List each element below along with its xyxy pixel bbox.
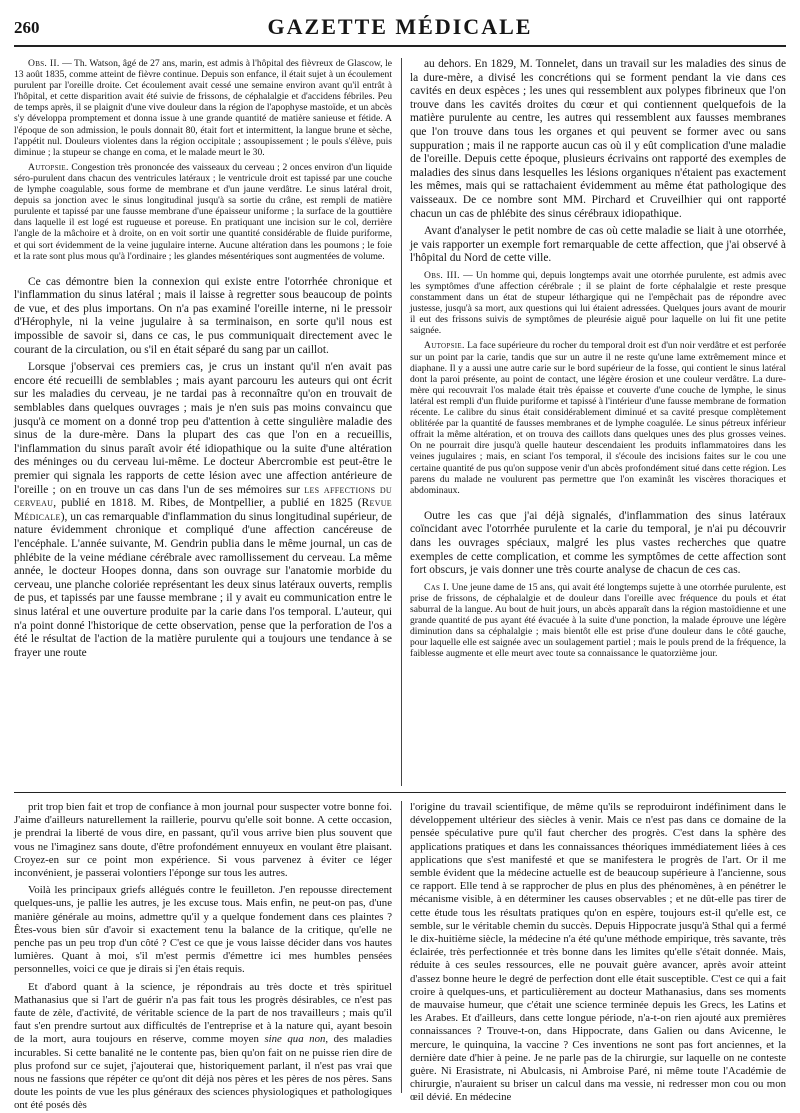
journal-title: GAZETTE MÉDICALE (267, 14, 533, 39)
observation-2 (14, 58, 392, 158)
summary-block (410, 510, 786, 578)
feuilleton-column-divider (401, 801, 402, 1093)
feuilleton-left-column (14, 801, 392, 1112)
cited-journal-title: Revue Médicale (14, 497, 392, 523)
autopsy-2 (14, 162, 392, 262)
transition-paragraph: Avant d'analyser le petit nombre de cas où cette maladie se liait à une otorrhée, je vais rapporter un exemple fort remarquable de cette affection, que j'ai observé à l'hôpital du Nord de cette ville. (410, 225, 786, 265)
cited-work-title: les affections du cerveau (14, 483, 392, 510)
feuilleton-paragraph-3 (14, 981, 392, 1113)
observation-3-text: — Un homme qui, depuis longtemps avait une otorrhée purulente, est admis avec les symptômes d'une affection cérébrale ; il se plaint de forte céphalalgie et reste presque constamment dans un état de stupeur léthargique qui ne l'empêchait pas de répondre avec justesse, jusqu'à sa mort, aux questions qui lui étaient adressées. Quelques jours avant de mourir il eut des frissons suivis de symptômes de pleurésie aiguë pour laquelle on lui fit une petite saignée. (410, 269, 786, 337)
case-1 (410, 582, 786, 660)
autopsy-2-text: Congestion très prononcée des vaisseaux du cerveau ; 2 onces environ d'un liquide séro-purulent dans chacun des ventricules latéraux ; le ventricule droit est tapissé par une couche de lymphe coagulable, sous forme de membrane et d'un jaune verdâtre. Le sinus latéral droit, depuis sa jonction avec le sinus longitudinal jusqu'à sa sortie du crâne, est rempli de matière purulente et tapissé par une fausse membrane d'une épaisseur uniforme ; la surface de la gouttière dans laquelle il est logé est rugueuse et poreuse. En pratiquant une incision sur le col, derrière l'angle de la mâchoire et à droite, on en voit sortir une quantité considérable de fluide puriforme, et qui sort évidemment de la veine jugulaire interne. Aucune altération dans les poumons ; le foie et la rate sont plus mous qu'à l'ordinaire ; les glandes mésentériques sont augmentées de volume. (14, 161, 392, 262)
autopsy-2-label: Autopsie. (28, 161, 69, 173)
feuilleton-right-column (410, 801, 786, 1104)
history-paragraph: au dehors. En 1829, M. Tonnelet, dans un travail sur les maladies des sinus de la dure-mère, a divisé les concrétions qui se forment pendant la vie dans ces cavités en deux espèces ; les unes qui ressemblent aux polypes fibrineux que l'on trouve dans les cavités droites du cœur et qui contiennent quelquefois de la matière purulente au centre, les autres qui ressemblent aux fausses membranes que l'on trouve dans tous les organes et qui peuvent se former avec ou sans suppuration ; mais il ne rapporte aucun cas où il y eût complication d'une maladie de l'oreille. Depuis cette époque, plusieurs écrivains ont rapporté des exemples de maladies des sinus dans lesquelles les lésions organiques n'étaient pas exactement les mêmes, mais qui se rattachaient évidemment au même état pathologique des vaisseaux. De ce nombre sont MM. Pirchard et Cruveilhier qui ont rapporté chacun un cas de phlébite des sinus cérébraux idiopathique. (410, 58, 786, 220)
discussion-paragraph-2-part-a: Lorsque j'observai ces premiers cas, je crus un instant qu'il n'en avait pas encore été recueilli de semblables ; mais ayant parcouru les auteurs qui ont écrit sur les maladies du cerveau, je ne tardai pas à reconnaître qu'on en trouvait de semblables dans quelques ouvrages ; mais je n'en suis pas moins convaincu que jusqu'à ce moment on a donné trop peu d'attention à cette singulière maladie des sinus de la dure-mère. Dans la plupart des cas que l'on en a recueillis, l'inflammation du sinus paraît avoir été idiopathique ou la suite d'une altération des méninges ou du cerveau lui-même. Le docteur Abercrombie est peut-être le premier qui signala les rapports de cette lésion avec une affection antérieure de l'oreille ; on en trouve un cas dans l'un de ses mémoires sur (14, 361, 392, 496)
feuilleton-paragraph-4: l'origine du travail scientifique, de même qu'ils se reproduiront indéfiniment dans le développement ultérieur des siècles à venir. Mais ce n'est pas dans ce domaine de la pensée spéculative pure qu'il faut chercher des progrès. C'est dans la sphère des applications pratiques et dans les connaissances théoriques immédiatement liées à ces applications que s'est manifesté et que se manifestera le progrès de l'art. Or il me semble évident que la médecine actuelle est de beaucoup supérieure à l'ancienne, sous ce rapport. Elle tend à se rapprocher de plus en plus des phénomènes, à en pénétrer le mécanisme visible, à en déterminer les causes observables ; et ne dût-elle pas tirer de cette étude tous les résultats pratiques qu'on en espère, toujours est-il qu'elle est, ce semble, sur le véritable chemin du succès. Depuis Hippocrate jusqu'à Sthal qui a fermé le dix-huitième siècle, la médecine n'a été qu'une méthode empirique, très savante, très éclairée, très perfectionnée et très bonne dans les limites qu'elle s'était donnée. Mais, réduite à ces seules ressources, elle ne pouvait guère avancer, après avoir atteint d'assez bonne heure le degré de perfection dont elle était susceptible. C'est ce qui a fait croire à quelques-uns, et particulièrement au docteur Mathanasius, dans ses moments de mauvaise humeur, que c'était une science terminée depuis les Grecs, les Latins et les Arabes. Et d'ailleurs, dans cette longue période, n'a-t-on rien ajouté aux premières connaissances ? Trouve-t-on, dans Hippocrate, dans Galien ou dans Avicenne, le mercure, le quinquina, la vaccine ? Ces inventions ne sont pas fort anciennes, et la dernière date d'hier à peine. Je ne parle pas de la chirurgie, sur laquelle on ne conteste guère. Ni Erasistrate, ni Abulcasis, ni Ambroise Paré, ni même toute l'Académie de chirurgie, n'auraient su briser un calcul dans ma vessie, ni redresser mon cou ou mon œil dévié. En médecine (410, 801, 786, 1104)
discussion-paragraph-1: Ce cas démontre bien la connexion qui existe entre l'otorrhée chronique et l'inflammation du sinus latéral ; mais il laisse à regretter sous beaucoup de points de vue, et des plus importans. On n'a pas examiné l'oreille interne, ni le pressoir d'Hérophyle, ni la veine jugulaire à sa terminaison, en sorte qu'il nous est impossible de savoir si, dans ce cas, le pus communiquait directement avec le courant de la circulation, ou s'il en était séparé du sang par un caillot. (14, 275, 392, 356)
header-rule (14, 45, 786, 47)
autopsy-3-text: La face supérieure du rocher du temporal droit est d'un noir verdâtre et est perforée sur un point par la carie, tandis que sur un autre il ne reste qu'une lame extrêmement mince et diaphane. Il y a aussi une autre carie sur le bord supérieur de la fosse, qui contient le sinus latéral dont la paroi présente, au point de contact, une légère érosion et une couleur verdâtre. La dure-mère qui recouvrait l'os malade était très épaisse et couverte d'une couche de lymphe, le sinus latéral est rempli d'un fluide puriforme et tapissé à l'intérieur d'une fausse membrane de formation récente. Le calibre du sinus était considérablement diminué et sa cavité presque complètement oblitérée par la quantité de fausses membranes et de lymphe coagulée. Le sinus pétreux inférieur offrait la même altération, et on trouva des caillots dans quelques unes des plus grosses veines. On ne pourrait dire jusqu'à quelle hauteur descendaient les produits inflammatoires dans les veines jugulaires ; mais, en sciant l'os temporal, il s'écoule des incisions faites sur le cou une certaine quantité de pus qu'on suppose venir d'un abcès profondément situé dans cette région. Les parens du malade ne voulurent pas permettre que l'on examinât les viscères thoraciques et abdominaux. (410, 340, 787, 496)
page-header (14, 14, 786, 44)
discussion-paragraph-2-part-b: , publié en 1818. M. Ribes, de Montpellier, a publié en 1825 ( (53, 497, 362, 510)
case-1-text: Une jeune dame de 15 ans, qui avait été longtemps sujette à une otorrhée purulente, est prise de frissons, de céphalalgie et de douleur dans l'oreille avec fréquence du pouls et état saburral de la langue. Au bout de huit jours, un abcès apparaît dans la région mastoïdienne et une grande quantité de pus ayant été évacuée à la suite d'une ponction, la malade éprouve une légère diminution dans sa céphalalgie ; mais bientôt elle est prise d'une douleur dans le côté gauche, pour laquelle elle est saignée avec un soulagement partiel ; mais le pouls prend de la fréquence, la faiblesse augmente et elle meurt avec toute sa connaissance le quatorzième jour. (410, 581, 787, 660)
article-right-column (410, 58, 786, 786)
page-number: 260 (14, 18, 40, 37)
feuilleton-paragraph-3-part-b: , des maladies incurables. Si cette banalité ne le contente pas, bien qu'on fait on ne puisse rien dire de plus profond sur ce sujet, j'ajouterai que, historiquement parlant, il n'est pas vrai que nous ne fassions que répéter ce qu'ont dit déjà nos pères et les pères de nos pères. Sans doute les points de vue les plus généraux des sciences physiologiques et pathologiques ont été posés dès (14, 1033, 392, 1112)
history-block (410, 58, 786, 266)
observation-2-label: Obs. II. (28, 58, 60, 69)
observation-3-label: Obs. III. (424, 269, 460, 281)
article-left-column (14, 58, 392, 786)
observation-2-block (14, 58, 392, 262)
feuilleton-paragraph-3-part-a: Et d'abord quant à la science, je répondrais au très docte et très spirituel Mathanasius que si l'art de guérir n'a pas fait tous les progrès désirables, ce n'est pas faute de zèle, d'activité, de véritable science de la part de nos travailleurs ; mais qu'il faut s'en prendre surtout aux difficultés de l'entreprise et à la nature qui, ayant besoin de la mort, aura toujours en réserve, comme moyen (14, 980, 392, 1046)
feuilleton-rule (14, 792, 786, 793)
case-1-block (410, 582, 786, 660)
observation-2-text: — Th. Watson, âgé de 27 ans, marin, est admis à l'hôpital des fièvreux de Glascow, le 13 août 1835, comme atteint de fièvre continue. Depuis son enfance, il était sujet à un écoulement purulent par l'oreille droite. Cet écoulement avait cessé une semaine environ avant qu'il entrât à l'hôpital, et cette disparition avait été suivie de frissons, de céphalalgie et d'accidens fébriles. Peu de temps après, il se plaignit d'une vive douleur dans la région de l'apophyse mastoïde, et un abcès s'y développa promptement et donna issue à une grande quantité de matière sanieuse et fétide. A l'époque de son admission, le pouls donnait 80, était fort et intermittent, la langue brune et sèche, l'appétit nul. Douleurs violentes dans la région occipitale ; assoupissement ; le pouls s'élève, puis diminue ; la stupeur se change en coma, et le malade meurt le 30. (14, 58, 392, 158)
feuilleton-paragraph-2: Voilà les principaux griefs allégués contre le feuilleton. J'en repousse directement quelques-uns, je pallie les autres, je les excuse tous. Mais enfin, ne peut-on pas, d'une manière générale au moins, admettre qu'il y a quelque fondement dans ces plaintes ? Êtes-vous bien sûr d'avoir si exactement tenu la balance de la critique, qu'elle ne penche pas un peu trop d'un côté ? C'est ce que je vous laisse décider dans vos hautes lumières. Quant à moi, s'il m'est permis d'émettre ici mes humbles pensées personnelles, voici ce que je dirais si j'en étais requis. (14, 884, 392, 976)
column-divider (401, 58, 402, 786)
observation-3-block (410, 270, 786, 496)
feuilleton-paragraph-1: prit trop bien fait et trop de confiance à mon journal pour suspecter votre bonne foi. J'aime d'ailleurs naturellement la raillerie, pourvu qu'elle soit bonne. A cette occasion, je prendrai la liberté de vous dire, en passant, qu'il vous arrive bien plus souvent que vous ne l'imaginez sans doute, d'être profondément ennuyeux en voulant être plaisant. Croyez-en sur ce point mon expérience. Si vous parvenez à éviter ce léger inconvénient, je passerai volontiers l'éponge sur tous les autres. (14, 801, 392, 880)
observation-3 (410, 270, 786, 337)
case-1-label: Cas I. (424, 581, 450, 593)
summary-paragraph: Outre les cas que j'ai déjà signalés, d'inflammation des sinus latéraux coïncidant avec l'otorrhée purulente et la carie du temporal, je n'ai pu découvrir dans les ouvrages spéciaux, malgré les plus vastes recherches que quatre exemples de cette complication, et comme les symptômes de cette affection sont fort obscurs, je vais donner une très courte analyse de chacun de ces cas. (410, 509, 786, 577)
latin-phrase: sine qua non (264, 1033, 326, 1046)
discussion-block (14, 276, 392, 661)
autopsy-3 (410, 340, 786, 495)
discussion-paragraph-2 (14, 361, 392, 660)
autopsy-3-label: Autopsie. (424, 340, 465, 352)
discussion-paragraph-2-part-c: ), un cas remarquable d'inflammation du sinus longitudinal supérieur, de nature évidemment chronique et compliqué d'une affection cancéreuse de l'encéphale. L'année suivante, M. Gendrin publia dans le même journal, un cas de phlébite de la veine médiane cérébrale avec ramollissement du cerveau. La même année, le docteur Hoopes donna, dans son ouvrage sur l'anatomie morbide du cerveau, une planche coloriée représentant les deux sinus latéraux ouverts, remplis de pus, et tapissés par une fausse membrane ; il y avait eu communication entre le sinus latéral et une ouverture produite par la carie dans l'os temporal. L'auteur, qui n'a point donné l'historique de cette observation, pense que la perforation de l'os a été le résultat de l'action de la matière purulente qui a toujours une tendance à se frayer une route (14, 510, 392, 659)
